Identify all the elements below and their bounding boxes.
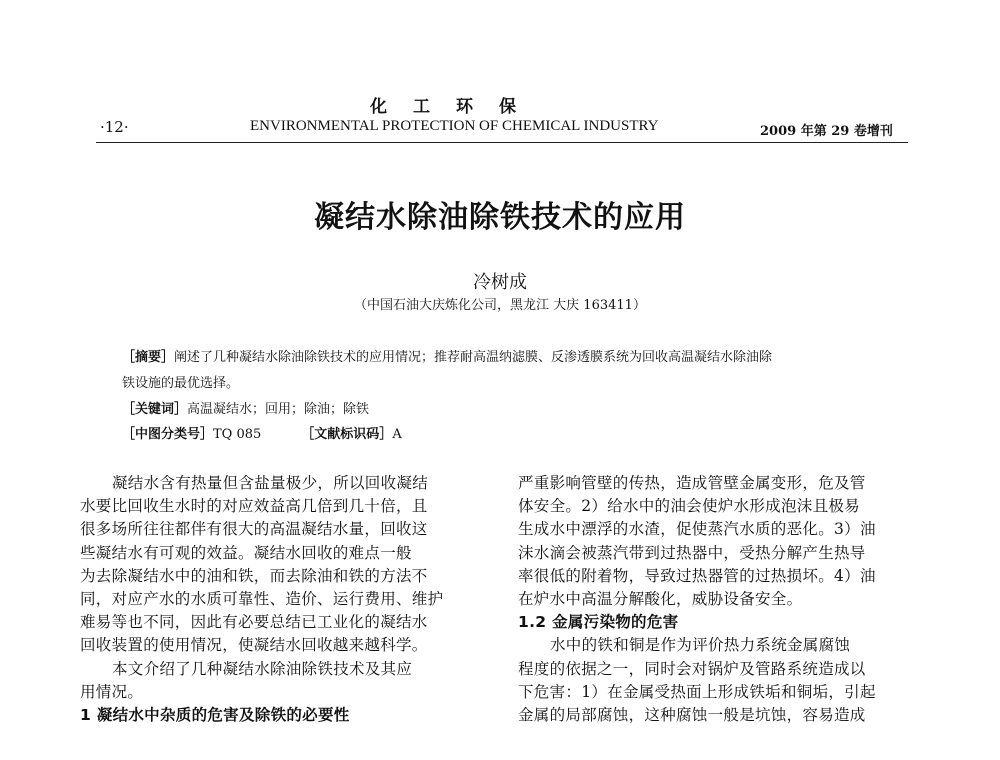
paragraph-line: 水要比回收生水时的对应效益高几倍到几十倍，且: [80, 497, 428, 516]
paragraph-line: 回收装置的使用情况，使凝结水回收越来越科学。: [80, 636, 428, 655]
paragraph-line: 本文介绍了几种凝结水除油除铁技术及其应: [112, 659, 413, 678]
paragraph-line: 严重影响管壁的传热，造成管壁金属变形，危及管: [518, 474, 866, 492]
journal-name-chinese: 化工环保: [370, 97, 542, 117]
paragraph-line: 下危害：1）在金属受热面上形成铁垢和铜垢，引起: [518, 682, 876, 701]
doc-code-label: ［文献标识码］: [301, 427, 393, 442]
author-name: 冷树成: [473, 272, 527, 293]
paragraph-line: 体安全。2）给水中的油会使炉水形成泡沫且极易: [518, 497, 860, 516]
doc-code-value: A: [392, 427, 402, 442]
abstract-line-2: 铁设施的最优选择。: [122, 376, 240, 391]
paragraph-line: 很多场所往往都伴有很大的高温凝结水量，回收这: [80, 520, 428, 539]
paragraph-line: 用情况。: [80, 682, 144, 701]
paragraph-line: 些凝结水有可观的效益。凝结水回收的难点一般: [80, 543, 412, 562]
paragraph-line: 凝结水含有热量但含盐量极少，所以回收凝结: [112, 474, 429, 492]
classification: [122, 423, 402, 442]
page-number: ·12·: [100, 118, 129, 136]
keywords-text: 高温凝结水；回用；除油；除铁: [187, 402, 370, 417]
abstract-label: ［摘要］: [122, 350, 175, 365]
paragraph-line: 金属的局部腐蚀，这种腐蚀一般是坑蚀，容易造成: [518, 706, 866, 725]
paragraph-line: 难易等也不同，因此有必要总结已工业化的凝结水: [80, 613, 428, 632]
body-column-right: [518, 472, 918, 727]
keywords: [122, 398, 369, 417]
section-heading-1: 1 凝结水中杂质的危害及除铁的必要性: [80, 706, 350, 725]
keywords-label: ［关键词］: [122, 402, 188, 417]
section-heading-1-2: 1.2 金属污染物的危害: [518, 613, 679, 632]
article-title: 凝结水除油除铁技术的应用: [314, 200, 686, 235]
journal-name-english: ENVIRONMENTAL PROTECTION OF CHEMICAL INDUSTRY: [250, 118, 659, 134]
abstract-line-1: [122, 346, 772, 365]
paragraph-line: 生成水中漂浮的水渣，促使蒸汽水质的恶化。3）油: [518, 520, 876, 539]
author-affiliation: （中国石油大庆炼化公司，黑龙江 大庆 163411）: [354, 298, 646, 313]
paragraph-line: 程度的依据之一，同时会对锅炉及管路系统造成以: [518, 659, 866, 678]
paragraph-line: 率很低的附着物，导致过热器管的过热损坏。4）油: [518, 566, 876, 585]
paragraph-line: 同，对应产水的水质可靠性、造价、运行费用、维护: [80, 590, 444, 609]
paragraph-line: 在炉水中高温分解酸化，威胁设备安全。: [518, 590, 803, 609]
issue-info: 2009 年第 29 卷增刊: [760, 124, 893, 139]
class-value: TQ 085: [213, 427, 262, 442]
header-rule: [96, 142, 908, 143]
body-column-left: [80, 472, 480, 727]
paragraph-line: 为去除凝结水中的油和铁，而去除油和铁的方法不: [80, 566, 428, 585]
paragraph-line: 沫水滴会被蒸汽带到过热器中，受热分解产生热导: [518, 543, 866, 562]
abstract-text-1: 阐述了几种凝结水除油除铁技术的应用情况；推荐耐高温纳滤膜、反渗透膜系统为回收高温凝结水除油除: [174, 350, 773, 365]
class-label: ［中图分类号］: [122, 427, 214, 442]
paragraph-line: 水中的铁和铜是作为评价热力系统金属腐蚀: [550, 636, 851, 655]
